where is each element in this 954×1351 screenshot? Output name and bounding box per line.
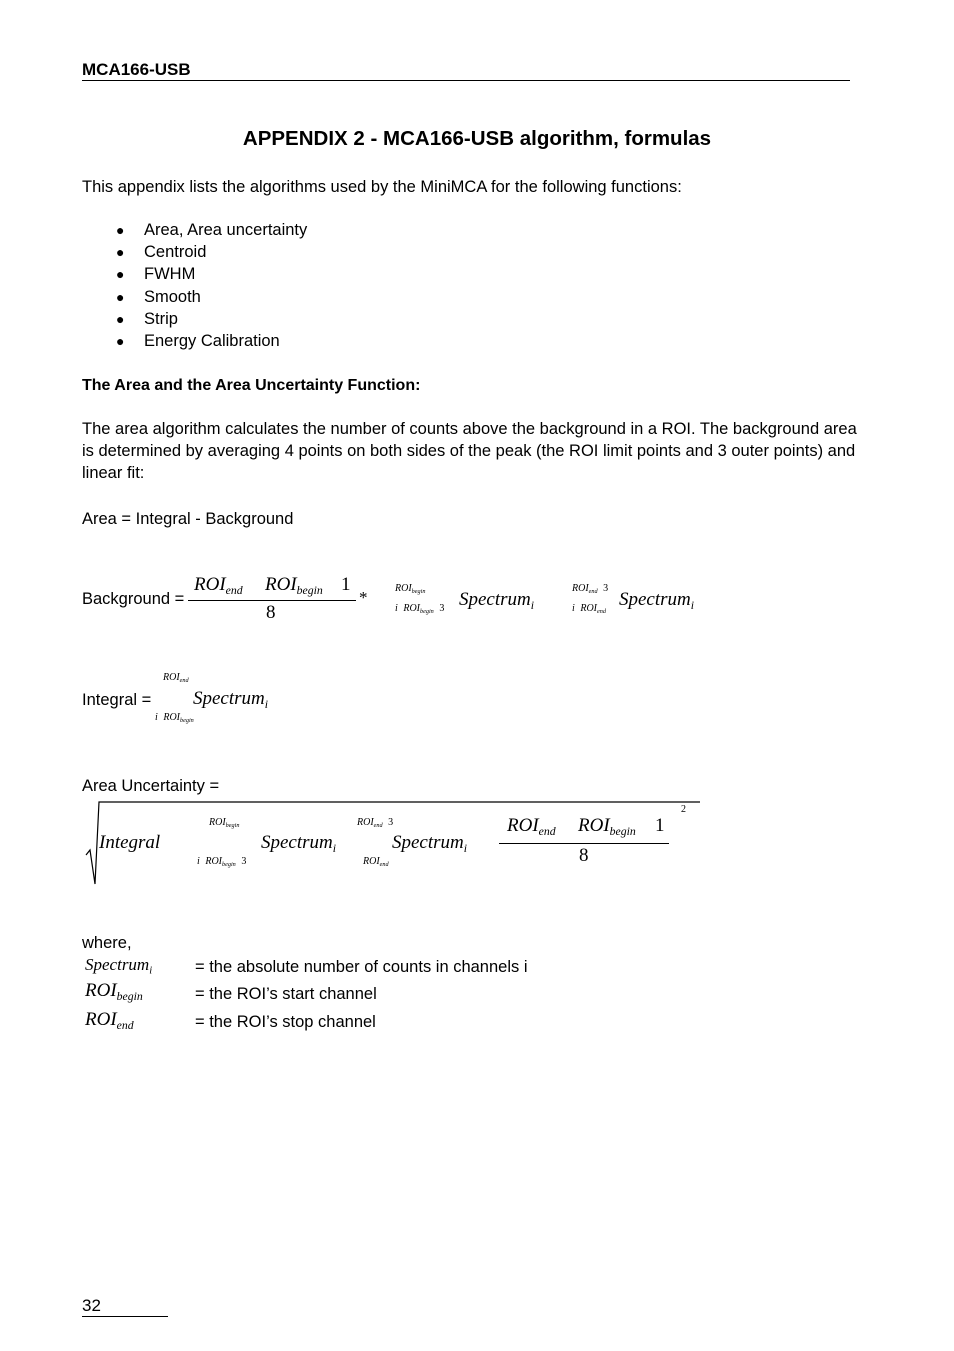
spectrum-term: Spectrum$_i$ [193,688,269,712]
area-equation: Area = Integral - Background [82,510,294,528]
sum-upper-limit: $ROI_{end}$ 3 [572,583,609,596]
sum-upper-limit: $ROI_{end}$ 3 [357,817,394,830]
header-rule [82,80,850,81]
list-item: ● Area, Area uncertainty [116,221,308,240]
spectrum-term: Spectrum$_i$ [459,589,535,613]
bullet-icon: ● [116,266,125,283]
spectrum-term: Spectrum$_i$ [261,832,337,856]
sum-lower-limit: i $ROI_{begin}$ [155,712,194,725]
background-one: 1 [341,574,351,595]
bullet-icon: ● [116,222,125,239]
page-title: APPENDIX 2 - MCA166-USB algorithm, formulas [242,127,712,150]
function-list [116,219,307,352]
uncertainty-numerator: $ROI_{end}$ [507,815,556,839]
sum-lower-limit: i $ROI_{end}$ [572,603,606,616]
background-numerator-2: $ROI_{begin}$ [265,574,323,598]
sum-lower-limit: $ROI_{end}$ [363,856,389,869]
definition-symbol: Spectrum$_i$ [85,955,153,977]
list-item: ● Smooth [116,287,201,306]
area-uncertainty-label: Area Uncertainty = [82,777,220,795]
bullet-icon: ● [116,288,125,305]
definition-text: = the absolute number of counts in channels i [195,958,528,976]
sum-lower-limit: i $ROI_{begin}$ 3 [395,603,445,616]
background-fraction-bar [188,600,356,601]
square-exponent: 2 [681,804,686,815]
definition-text: = the ROI’s stop channel [195,1013,376,1031]
bullet-icon: ● [116,333,125,350]
spectrum-term: Spectrum$_i$ [392,832,468,856]
bullet-icon: ● [116,244,125,261]
bullet-icon: ● [116,310,125,327]
uncertainty-numerator-2: $ROI_{begin}$ [578,815,636,839]
list-item: ● Centroid [116,243,207,262]
sum-upper-limit: $ROI_{end}$ [163,672,189,685]
definition-symbol: $ROI_{begin}$ [85,980,143,1004]
background-multiply: * [359,588,368,607]
sum-upper-limit: $ROI_{begin}$ [395,583,426,596]
background-label: Background = [82,590,185,608]
running-header: MCA166-USB [82,60,191,79]
where-label: where, [82,934,132,952]
page-number-rule [82,1316,168,1317]
list-item: ● Energy Calibration [116,332,280,351]
uncertainty-one: 1 [655,815,665,836]
sum-upper-limit: $ROI_{begin}$ [209,817,240,830]
integral-term: Integral [99,832,161,853]
background-numerator: $ROI_{end}$ [194,574,243,598]
uncertainty-denominator: 8 [579,845,589,866]
area-paragraph: The area algorithm calculates the number of counts above the background in a ROI. The background area is determined by averaging 4 points on both sides of the peak (the ROI limit points and 3 outer points) and linear fit: [82,420,857,482]
page-number: 32 [82,1296,101,1315]
sum-lower-limit: i $ROI_{begin}$ 3 [197,856,247,869]
list-item: ● FWHM [116,265,196,284]
definition-symbol: $ROI_{end}$ [85,1009,134,1033]
list-item: ● Strip [116,309,178,328]
definition-text: = the ROI’s start channel [195,985,377,1003]
intro-text: This appendix lists the algorithms used by the MiniMCA for the following functions: [82,178,682,196]
spectrum-term: Spectrum$_i$ [619,589,695,613]
background-denominator: 8 [266,602,276,623]
integral-label: Integral = [82,691,152,709]
uncertainty-fraction-bar [499,843,669,844]
section-heading: The Area and the Area Uncertainty Function: [82,377,421,394]
